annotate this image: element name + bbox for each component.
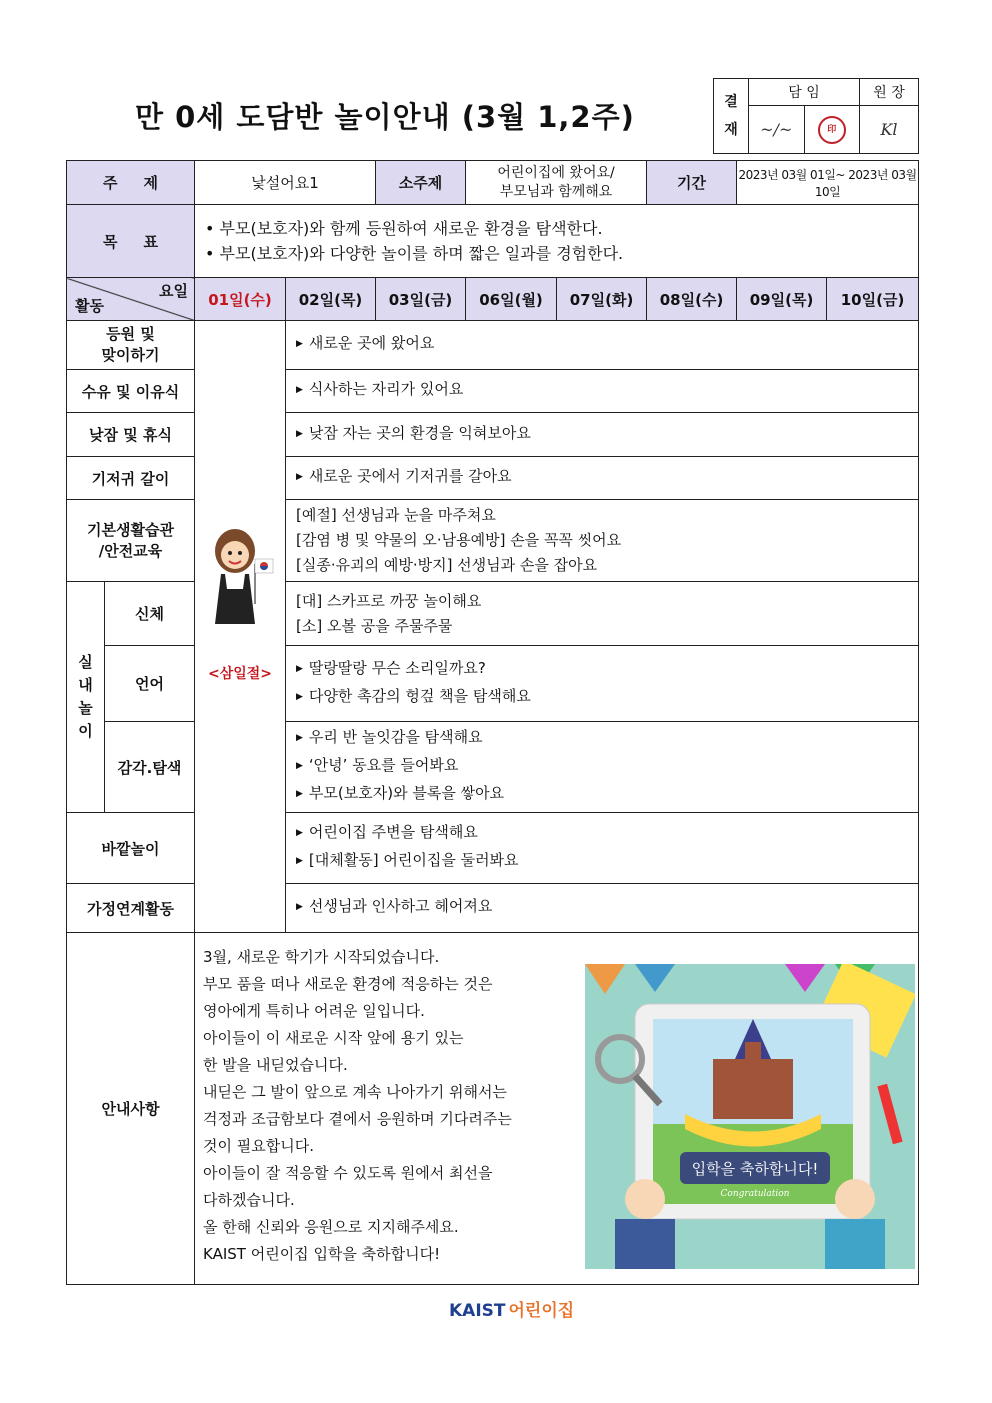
notice-content <box>195 933 919 1285</box>
notice-line: 다하겠습니다. <box>203 1190 295 1209</box>
subtheme-label: 소주제 <box>376 161 466 205</box>
ribbon-text: Congratulation <box>720 1188 790 1199</box>
period-value: 2023년 03월 01일~ 2023년 03월 10일 <box>737 161 919 205</box>
day-header-8: 10일(금) <box>827 278 919 321</box>
notice-line: 영아에게 특히나 어려운 일입니다. <box>203 1001 425 1020</box>
theme-value: 낯설어요1 <box>195 161 376 205</box>
day-header-4: 06일(월) <box>466 278 557 321</box>
holiday-label: <삼일절> <box>207 666 273 682</box>
language-label: 언어 <box>105 646 195 722</box>
holiday-character-icon <box>205 519 275 629</box>
notice-line: 한 발을 내딛었습니다. <box>203 1055 348 1074</box>
goal-label: 목 표 <box>67 205 195 278</box>
notice-line: 걱정과 조급함보다 곁에서 응원하며 기다려주는 <box>203 1109 512 1128</box>
diaper-label: 기저귀 갈이 <box>67 457 195 500</box>
nap-label: 낮잠 및 휴식 <box>67 413 195 457</box>
nap-activity: ▶ 낮잠 자는 곳의 환경을 익혀보아요 <box>286 413 919 457</box>
home-link-label: 가정연계활동 <box>67 884 195 933</box>
language-activity: ▶ 딸랑딸랑 무슨 소리일까요? ▶ 다양한 촉감의 헝겊 책을 탐색해요 <box>286 646 919 722</box>
meal-label: 수유 및 이유식 <box>67 370 195 413</box>
day-header-3: 03일(금) <box>376 278 466 321</box>
habit-activity: [예절] 선생님과 눈을 마주쳐요 [감염 병 및 약물의 오·남용예방] 손을 꼭꼭 씻어요 [실종·유괴의 예방·방지] 선생님과 손을 잡아요 <box>286 500 919 582</box>
day-header-7: 09일(목) <box>737 278 827 321</box>
day-activity-header: 요일 활동 <box>67 278 195 321</box>
teacher-label: 담 임 <box>749 79 860 106</box>
habit-label: 기본생활습관 /안전교육 <box>67 500 195 582</box>
director-signature: Kl <box>860 106 919 154</box>
notice-line: KAIST 어린이집 입학을 축하합니다! <box>203 1244 441 1263</box>
body-activity: [대] 스카프로 까꿍 놀이해요 [소] 오볼 공을 주물주물 <box>286 582 919 646</box>
kaist-logo: KAIST 어린이집 <box>449 1301 575 1321</box>
notice-line: 내딛은 그 발이 앞으로 계속 나아가기 위해서는 <box>203 1082 507 1101</box>
theme-label: 주 제 <box>67 161 195 205</box>
approval-box <box>713 78 919 154</box>
notice-line: 3월, 새로운 학기가 시작되었습니다. <box>203 947 440 966</box>
weekly-plan-table <box>66 160 919 1285</box>
congratulation-illustration <box>585 964 915 1269</box>
indoor-play-label: 실 내 놀 이 <box>67 582 105 813</box>
home-link-activity: ▶ 선생님과 인사하고 헤어져요 <box>286 884 919 933</box>
banner-text: 입학을 축하합니다! <box>691 1159 819 1178</box>
notice-text <box>203 944 583 1268</box>
period-label: 기간 <box>647 161 737 205</box>
body-label: 신체 <box>105 582 195 646</box>
notice-label: 안내사항 <box>67 933 195 1285</box>
notice-line: 아이들이 잘 적응할 수 있도록 원에서 최선을 <box>203 1163 493 1182</box>
day-header-6: 08일(수) <box>647 278 737 321</box>
teacher-signature: ~/~ <box>749 106 805 154</box>
sensory-activity: ▶ 우리 반 놀잇감을 탐색해요 ▶ ‘안녕’ 동요를 들어봐요 ▶ 부모(보호자)와 블록을 쌓아요 <box>286 722 919 813</box>
sensory-label: 감각.탐색 <box>105 722 195 813</box>
day-header-1: 01일(수) <box>195 278 286 321</box>
approval-row-label: 결 재 <box>714 79 749 154</box>
meal-activity: ▶ 식사하는 자리가 있어요 <box>286 370 919 413</box>
arrival-label: 등원 및 맞이하기 <box>67 321 195 370</box>
notice-line: 아이들이 이 새로운 시작 앞에 용기 있는 <box>203 1028 464 1047</box>
notice-line: 올 한해 신뢰와 응원으로 지지해주세요. <box>203 1217 459 1236</box>
outdoor-label: 바깥놀이 <box>67 813 195 884</box>
page-title: 만 0세 도담반 놀이안내 (3월 1,2주) <box>135 100 635 134</box>
director-label: 원 장 <box>860 79 919 106</box>
day-header-2: 02일(목) <box>286 278 376 321</box>
notice-line: 부모 품을 떠나 새로운 환경에 적응하는 것은 <box>203 974 493 993</box>
day-header-5: 07일(화) <box>557 278 647 321</box>
holiday-cell <box>195 321 286 933</box>
notice-line: 것이 필요합니다. <box>203 1136 314 1155</box>
outdoor-activity: ▶ 어린이집 주변을 탐색해요 ▶ [대체활동] 어린이집을 둘러봐요 <box>286 813 919 884</box>
arrival-activity: ▶ 새로운 곳에 왔어요 <box>286 321 919 370</box>
goal-text: • 부모(보호자)와 함께 등원하여 새로운 환경을 탐색한다. • 부모(보호자)와 다양한 놀이를 하며 짧은 일과를 경험한다. <box>195 205 919 278</box>
teacher-stamp: 印 <box>804 106 860 154</box>
subtheme-value: 어린이집에 왔어요/ 부모님과 함께해요 <box>466 161 647 205</box>
diaper-activity: ▶ 새로운 곳에서 기저귀를 갈아요 <box>286 457 919 500</box>
